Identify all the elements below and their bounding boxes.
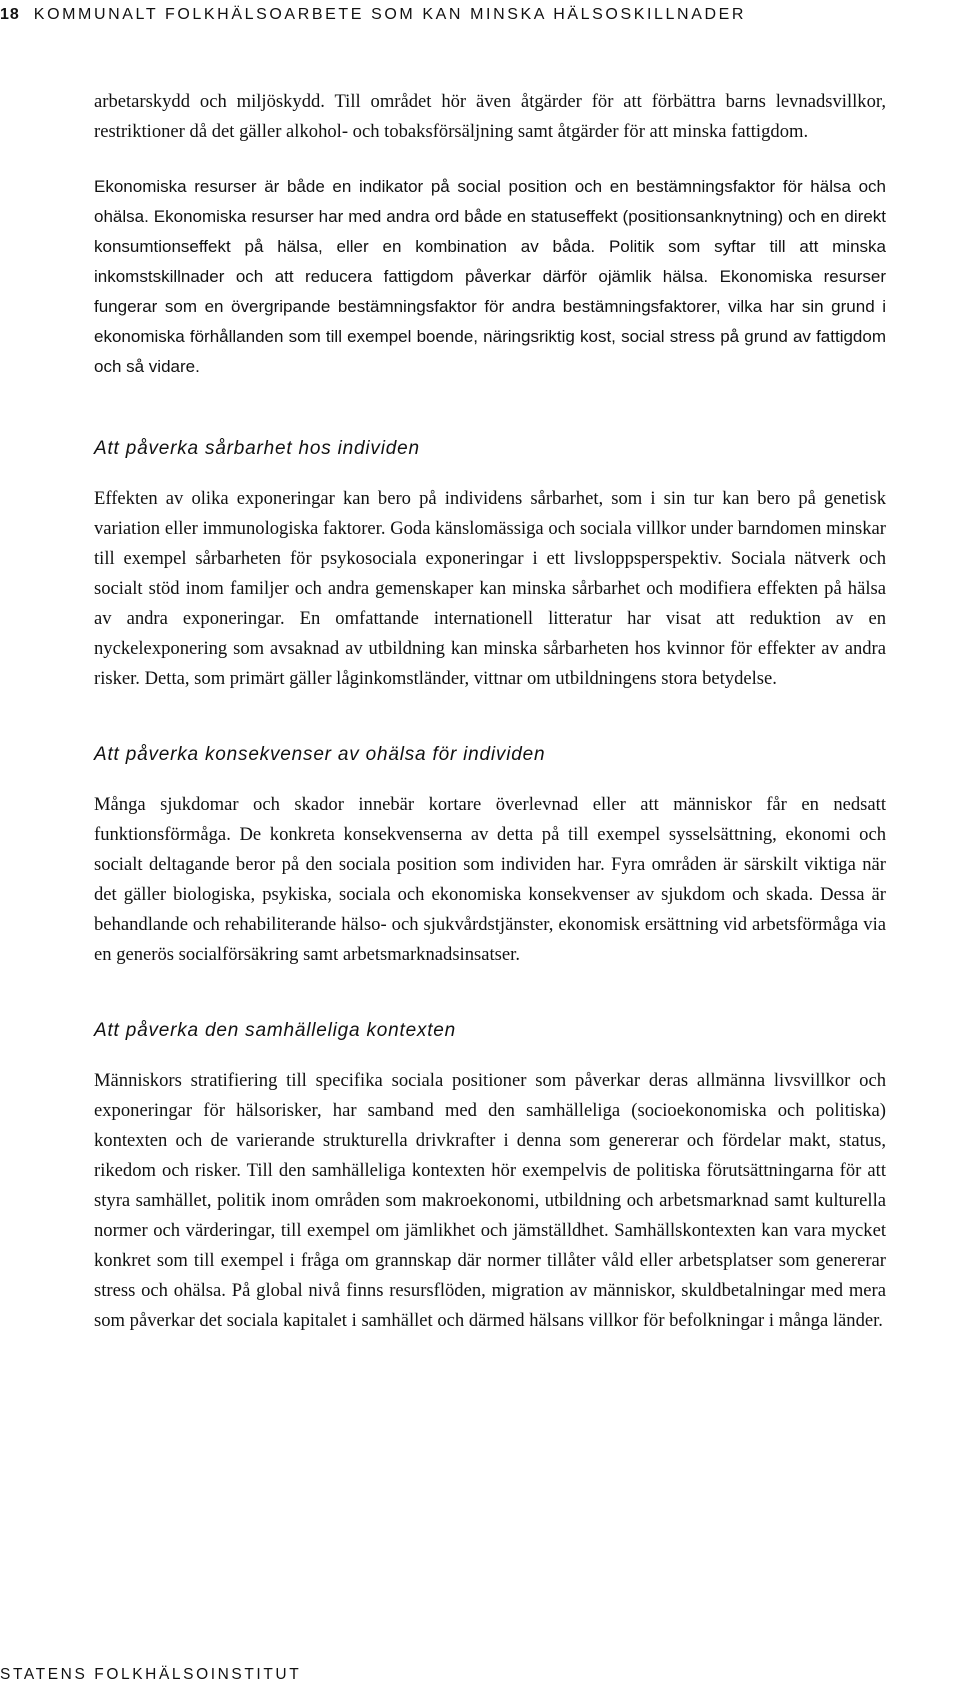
paragraph-economic-resources: Ekonomiska resurser är både en indikator på social position och en bestämningsfaktor för hälsa och ohälsa. Ekonomiska resurser har med andra ord både en statuseffekt (positionsanknytning) och en direkt konsumtionseffekt på hälsa, eller en kombination av båda. Politik som syftar till att minska inkomstskillnader och att reducera fattigdom påverkar därför ojämlik hälsa. Ekonomiska resurser fungerar som en övergripande bestämningsfaktor för andra bestämningsfaktorer, vilka har sin grund i ekonomiska förhållanden som till exempel boende, näringsriktig kost, social stress på grund av fattigdom och så vidare.: [94, 177, 886, 376]
section-body-consequences: Många sjukdomar och skador innebär kortare överlevnad eller att människor får en nedsatt funktionsförmåga. De konkreta konsekvenserna av detta på till exempel sysselsättning, ekonomi och socialt deltagande beror på den sociala position som individen har. Fyra områden är särskilt viktiga när det gäller biologiska, psykiska, sociala och ekonomiska konsekvenser av sjukdom och skada. Dessa är behandlande och rehabiliterande hälso- och sjukvårdstjänster, ekonomisk ersättning vid arbetsförmåga via en generös socialförsäkring samt arbetsmarknadsinsatser.: [94, 794, 886, 965]
page-footer: STATENS FOLKHÄLSOINSTITUT: [0, 1666, 302, 1683]
page-body: [94, 87, 886, 1336]
running-header: [0, 4, 940, 26]
section-heading-societal-context: Att påverka den samhälleliga kontexten: [94, 1020, 457, 1041]
section-body-vulnerability: Effekten av olika exponeringar kan bero på individens sårbarhet, som i sin tur kan bero på genetisk variation eller immunologiska faktorer. Goda känslomässiga och sociala villkor under barndomen minskar till exempel sårbarheten för psykosociala exponeringar i ett livsloppsperspektiv. Sociala nätverk och socialt stöd inom familjer och andra gemenskaper kan minska sårbarhet och modifiera effekten på hälsa av andra exponeringar. En omfattande internationell litteratur har visat att reduktion av en nyckelexponering som avsaknad av utbildning kan minska sårbarheten hos kvinnor för effekter av andra risker. Detta, som primärt gäller låginkomstländer, vittnar om utbildningens stora betydelse.: [94, 488, 886, 689]
section-body-societal-context: Människors stratifiering till specifika sociala positioner som påverkar deras allmänna livsvillkor och exponeringar för hälsorisker, har samband med den samhälleliga (socioekonomiska och politiska) kontexten och de varierande strukturella drivkrafter i denna som genererar och fördelar makt, status, rikedom och risker. Till den samhälleliga kontexten hör exempelvis de politiska förutsättningarna för att styra samhället, politik inom områden som makroekonomi, utbildning och arbetsmarknad samt kulturella normer och värderingar, till exempel om jämlikhet och jämställdhet. Samhällskontexten kan vara mycket konkret som till exempel i fråga om grannskap där normer tillåter våld eller arbetsplatser som genererar stress och ohälsa. På global nivå finns resursflöden, migration av människor, skuldbetalningar med mera som påverkar det sociala kapitalet i samhället och därmed hälsans villkor för befolkningar i många länder.: [94, 1070, 886, 1331]
section-heading-consequences: Att påverka konsekvenser av ohälsa för individen: [94, 744, 546, 765]
paragraph-continuation: arbetarskydd och miljöskydd. Till området hör även åtgärder för att förbättra barns levnadsvillkor, restriktioner då det gäller alkohol- och tobaksförsäljning samt åtgärder för att minska fattigdom.: [94, 91, 886, 142]
section-heading-vulnerability: Att påverka sårbarhet hos individen: [94, 438, 420, 459]
running-title: KOMMUNALT FOLKHÄLSOARBETE SOM KAN MINSKA HÄLSOSKILLNADER: [33, 6, 747, 23]
page-number: 18: [0, 6, 20, 23]
